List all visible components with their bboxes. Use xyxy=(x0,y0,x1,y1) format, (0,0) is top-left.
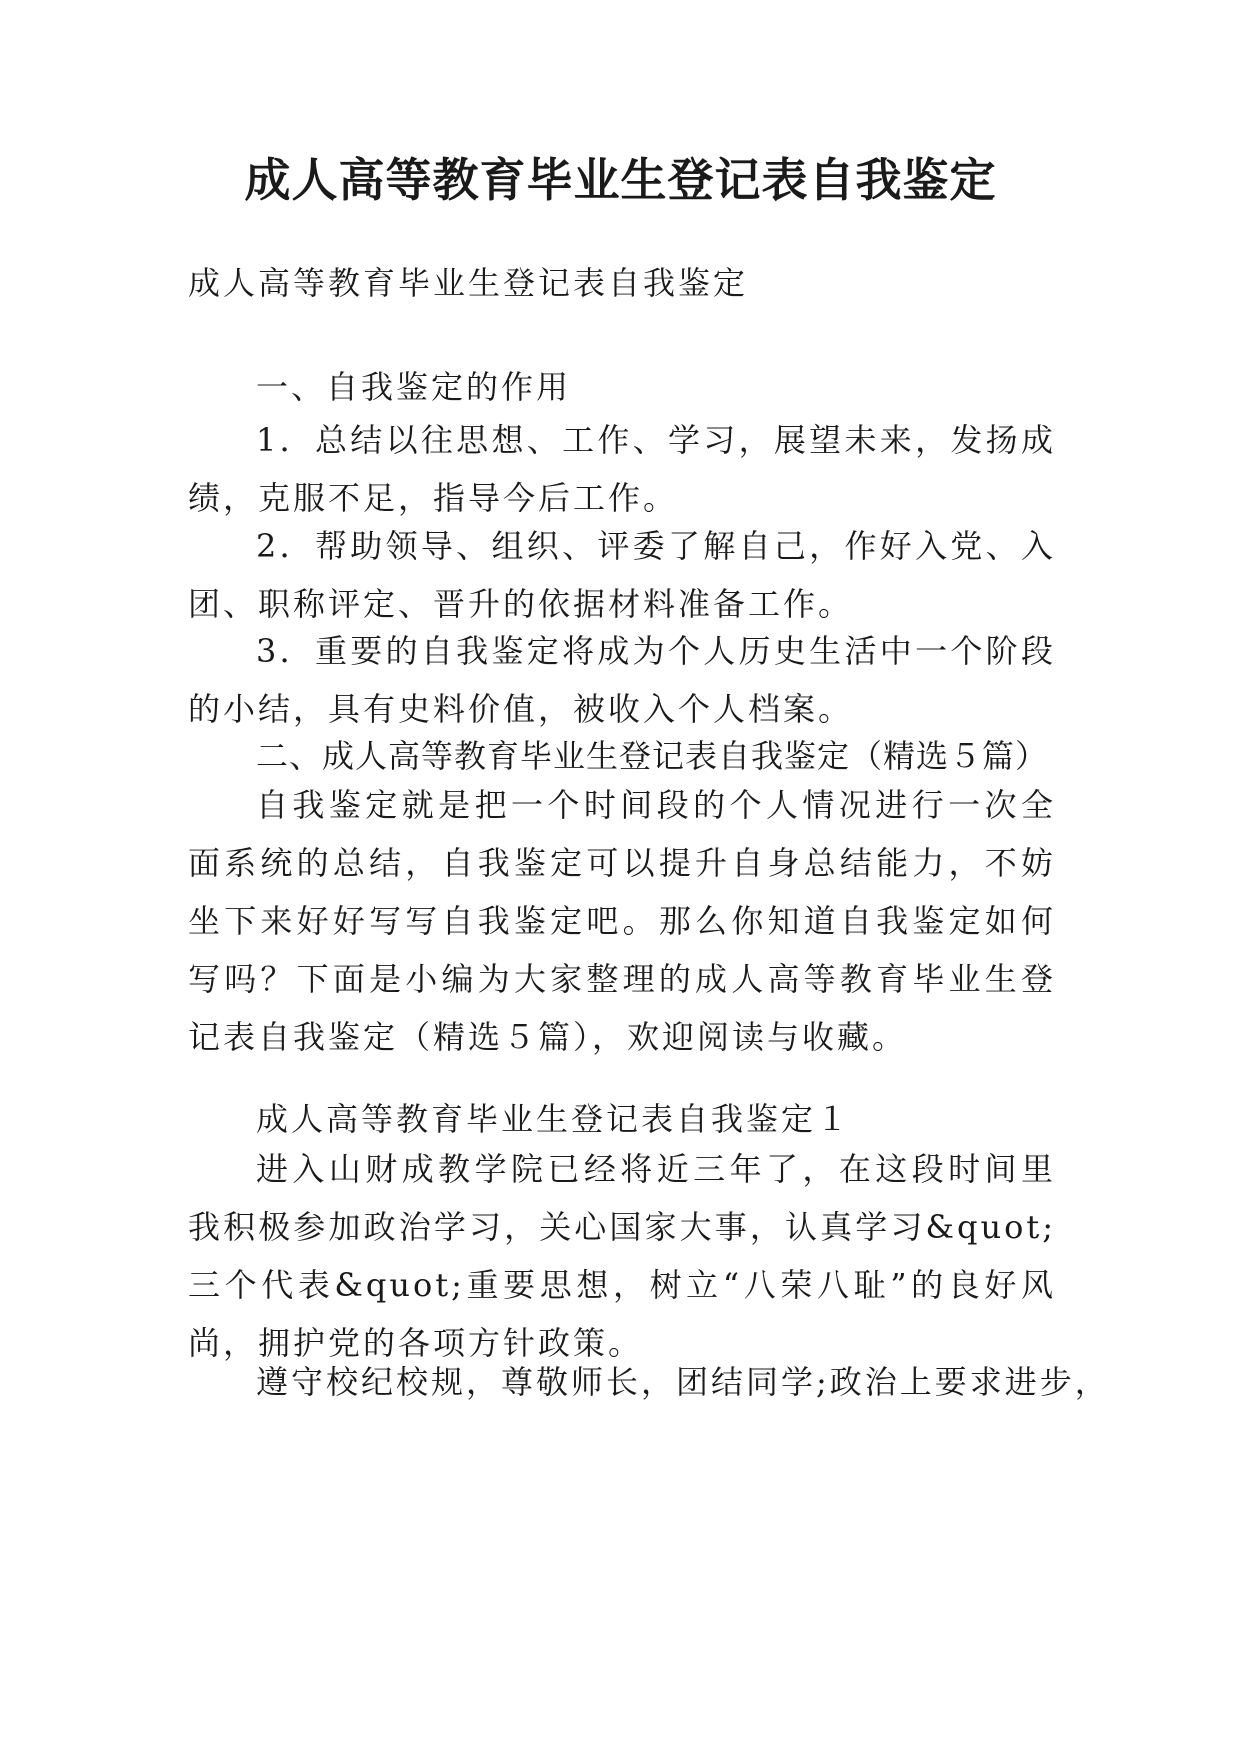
essay-1-title: 成人高等教育毕业生登记表自我鉴定１ xyxy=(256,1100,852,1138)
essay-1-paragraph-2: 遵守校纪校规，尊敬师长，团结同学;政治上要求进步， xyxy=(256,1363,1110,1401)
paragraph-point-2: 2．帮助领导、组织、评委了解自己，作好入党、入团、职称评定、晋升的依据材料准备工作。 xyxy=(188,527,1056,623)
section-heading-1: 一、自我鉴定的作用 xyxy=(256,368,572,406)
intro-paragraph: 自我鉴定就是把一个时间段的个人情况进行一次全面系统的总结，自我鉴定可以提升自身总结能力，不妨坐下来好好写写自我鉴定吧。那么你知道自我鉴定如何写吗？下面是小编为大家整理的成人高等教育毕业生登记表自我鉴定（精选５篇），欢迎阅读与收藏。 xyxy=(188,786,1056,1056)
section-heading-2: 二、成人高等教育毕业生登记表自我鉴定（精选５篇） xyxy=(256,737,1049,775)
document-subtitle: 成人高等教育毕业生登记表自我鉴定 xyxy=(188,264,749,302)
essay-1-paragraph-1: 进入山财成教学院已经将近三年了，在这段时间里我积极参加政治学习，关心国家大事，认真学习&quot;三个代表&quot;重要思想，树立“八荣八耻”的良好风尚，拥护党的各项方针政策。 xyxy=(188,1150,1056,1362)
paragraph-point-3: 3．重要的自我鉴定将成为个人历史生活中一个阶段的小结，具有史料价值，被收入个人档案。 xyxy=(188,632,1056,728)
paragraph-point-1: 1．总结以往思想、工作、学习，展望未来，发扬成绩，克服不足，指导今后工作。 xyxy=(188,421,1056,517)
document-title: 成人高等教育毕业生登记表自我鉴定 xyxy=(244,153,997,207)
